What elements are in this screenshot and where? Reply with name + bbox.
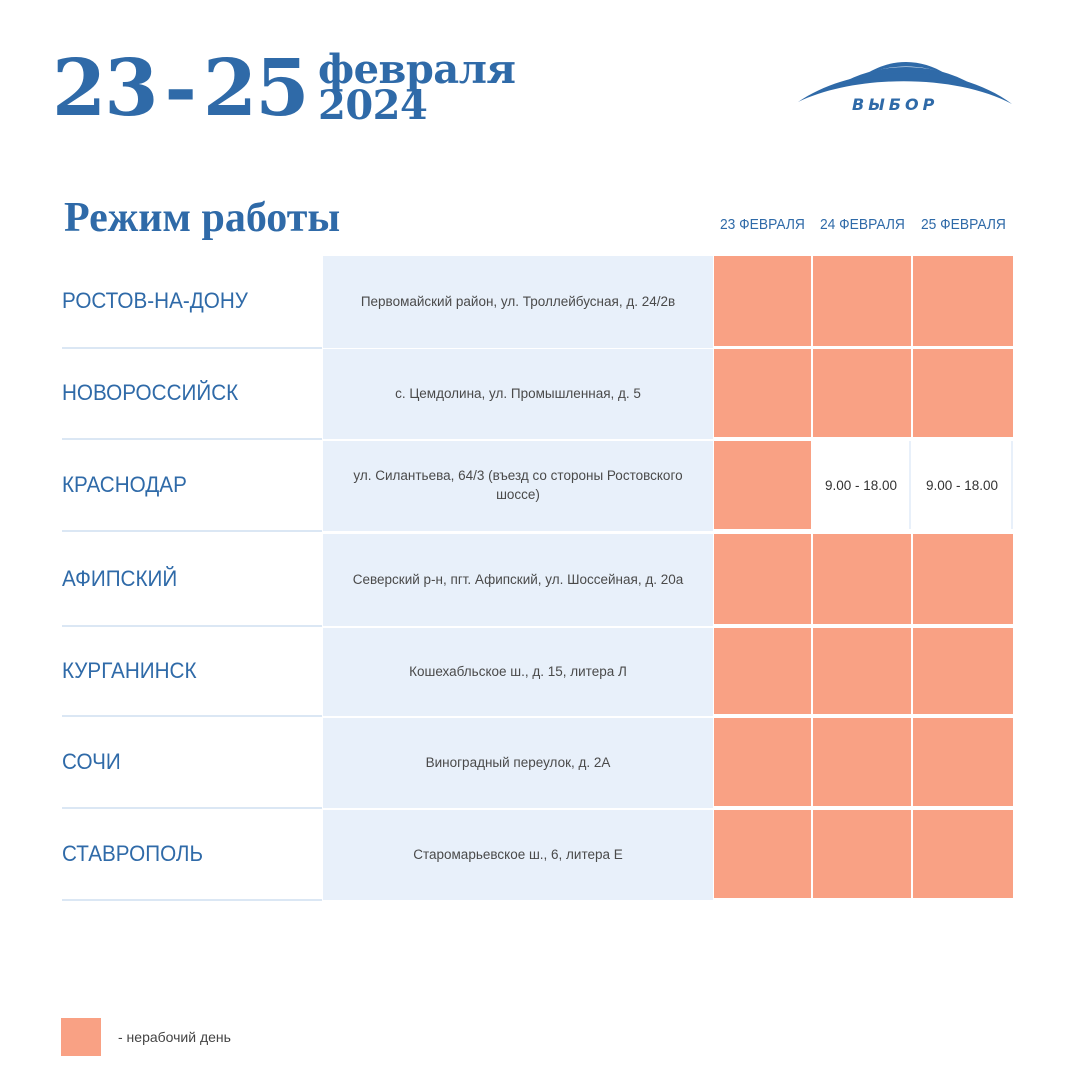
city-name: НОВОРОССИЙСК [62, 380, 239, 405]
city-name: РОСТОВ-НА-ДОНУ [62, 288, 248, 313]
day-cell-3: 9.00 - 18.00 [913, 441, 1013, 529]
address-cell: Северский р-н, пгт. Афипский, ул. Шоссейная, д. 20а [323, 534, 713, 626]
day-cell-3 [913, 256, 1013, 346]
city-name: АФИПСКИЙ [62, 566, 178, 591]
day-cell-1 [714, 628, 811, 714]
day-header-3: 25 ФЕВРАЛЯ [921, 216, 1006, 233]
address-cell: ул. Силантьева, 64/3 (въезд со стороны Ростовского шоссе) [323, 441, 713, 531]
logo-text: ВЫБОР [852, 95, 939, 114]
date-separator: - [164, 43, 195, 134]
address-cell: Старомарьевское ш., 6, литера Е [323, 810, 713, 900]
day-cell-2 [813, 718, 911, 806]
city-name: СОЧИ [62, 749, 121, 774]
day-cell-1 [714, 256, 811, 346]
city-name: КУРГАНИНСК [62, 658, 197, 683]
day-cell-2 [813, 628, 911, 714]
address-cell: Первомайский район, ул. Троллейбусная, д. 24/2в [323, 256, 713, 348]
year: 2024 [318, 82, 428, 129]
month-year [318, 46, 516, 129]
row-divider [62, 899, 322, 901]
city-name: СТАВРОПОЛЬ [62, 841, 204, 866]
row-divider [62, 347, 322, 349]
day-cell-2 [813, 810, 911, 898]
day-cell-3 [913, 349, 1013, 437]
start-day: 23 [52, 43, 157, 134]
row-divider [62, 625, 322, 627]
day-cell-2 [813, 256, 911, 346]
day-cell-3 [913, 628, 1013, 714]
day-cell-2: 9.00 - 18.00 [813, 441, 911, 529]
day-cell-1 [714, 349, 811, 437]
end-day: 25 [202, 43, 308, 134]
day-header-1: 23 ФЕВРАЛЯ [720, 216, 805, 233]
address-cell: Виноградный переулок, д. 2А [323, 718, 713, 808]
day-header-2: 24 ФЕВРАЛЯ [820, 216, 905, 233]
day-cell-1 [714, 810, 811, 898]
city-name: КРАСНОДАР [62, 472, 187, 497]
day-cell-2 [813, 534, 911, 624]
legend-text: - нерабочий день [118, 1029, 231, 1045]
day-cell-3 [913, 810, 1013, 898]
row-divider [62, 715, 322, 717]
row-divider [62, 530, 322, 532]
address-cell: Кошехабльское ш., д. 15, литера Л [323, 628, 713, 716]
day-cell-1 [714, 718, 811, 806]
row-divider [62, 438, 322, 440]
page-title: Режим работы [64, 195, 341, 241]
legend-swatch [61, 1018, 101, 1056]
month: февраля [318, 46, 516, 93]
address-cell: с. Цемдолина, ул. Промышленная, д. 5 [323, 349, 713, 439]
day-cell-1 [714, 534, 811, 624]
day-cell-3 [913, 718, 1013, 806]
day-cell-1 [714, 441, 811, 529]
day-cell-3 [913, 534, 1013, 624]
row-divider [62, 807, 322, 809]
day-cell-2 [813, 349, 911, 437]
date-range [52, 43, 308, 134]
